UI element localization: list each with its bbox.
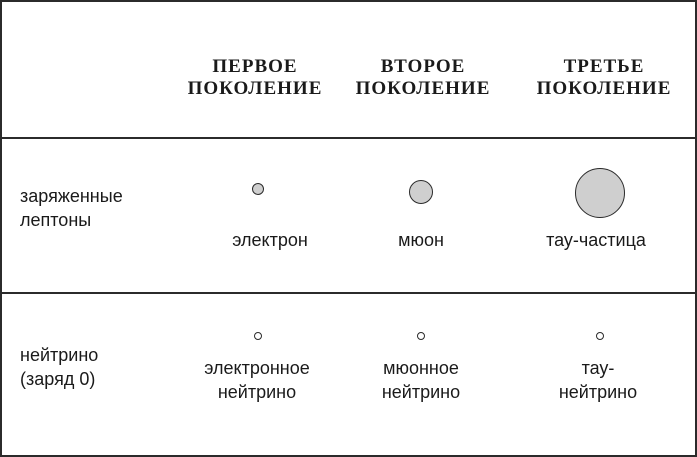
particle-name-line1: электронное — [204, 358, 310, 378]
particle-name-line1: тау-частица — [546, 230, 646, 250]
particle-name-tau — [511, 228, 681, 252]
particle-name-line1: тау- — [581, 358, 615, 378]
particle-name-line2: нейтрино — [381, 382, 461, 402]
particle-name-electron — [185, 228, 355, 252]
column-header-line2: ПОКОЛЕНИЕ — [187, 78, 323, 99]
column-header-line2: ПОКОЛЕНИЕ — [355, 78, 491, 99]
column-header-first-generation — [170, 56, 340, 100]
particle-name-line2: нейтрино — [558, 382, 638, 402]
divider-rows — [0, 292, 697, 294]
row-label-line2: (заряд 0) — [20, 369, 96, 389]
tau-circle — [575, 168, 625, 218]
muon-neutrino-circle — [417, 332, 425, 340]
column-header-second-generation — [338, 56, 508, 100]
row-label-line2: лептоны — [20, 210, 92, 230]
electron-circle — [252, 183, 264, 195]
column-header-line1: ВТОРОЕ — [380, 56, 466, 77]
particle-name-line2: нейтрино — [217, 382, 297, 402]
row-label-line1: заряженные — [20, 186, 123, 206]
particle-name-muon-neutrino — [336, 356, 506, 404]
particle-name-line1: мюон — [398, 230, 444, 250]
particle-name-muon — [336, 228, 506, 252]
column-header-third-generation — [519, 56, 689, 100]
divider-top — [0, 0, 697, 2]
particle-name-tau-neutrino — [513, 356, 683, 404]
row-label-line1: нейтрино — [20, 345, 99, 365]
row-label-charged-leptons — [20, 184, 123, 232]
column-header-line2: ПОКОЛЕНИЕ — [536, 78, 672, 99]
column-header-line1: ПЕРВОЕ — [212, 56, 298, 77]
divider-header — [0, 137, 697, 139]
particle-name-electron-neutrino — [172, 356, 342, 404]
particle-name-line1: мюонное — [383, 358, 459, 378]
tau-neutrino-circle — [596, 332, 604, 340]
muon-circle — [409, 180, 433, 204]
particle-name-line1: электрон — [232, 230, 308, 250]
electron-neutrino-circle — [254, 332, 262, 340]
row-label-neutrinos — [20, 343, 98, 391]
column-header-line1: ТРЕТЬЕ — [563, 56, 645, 77]
